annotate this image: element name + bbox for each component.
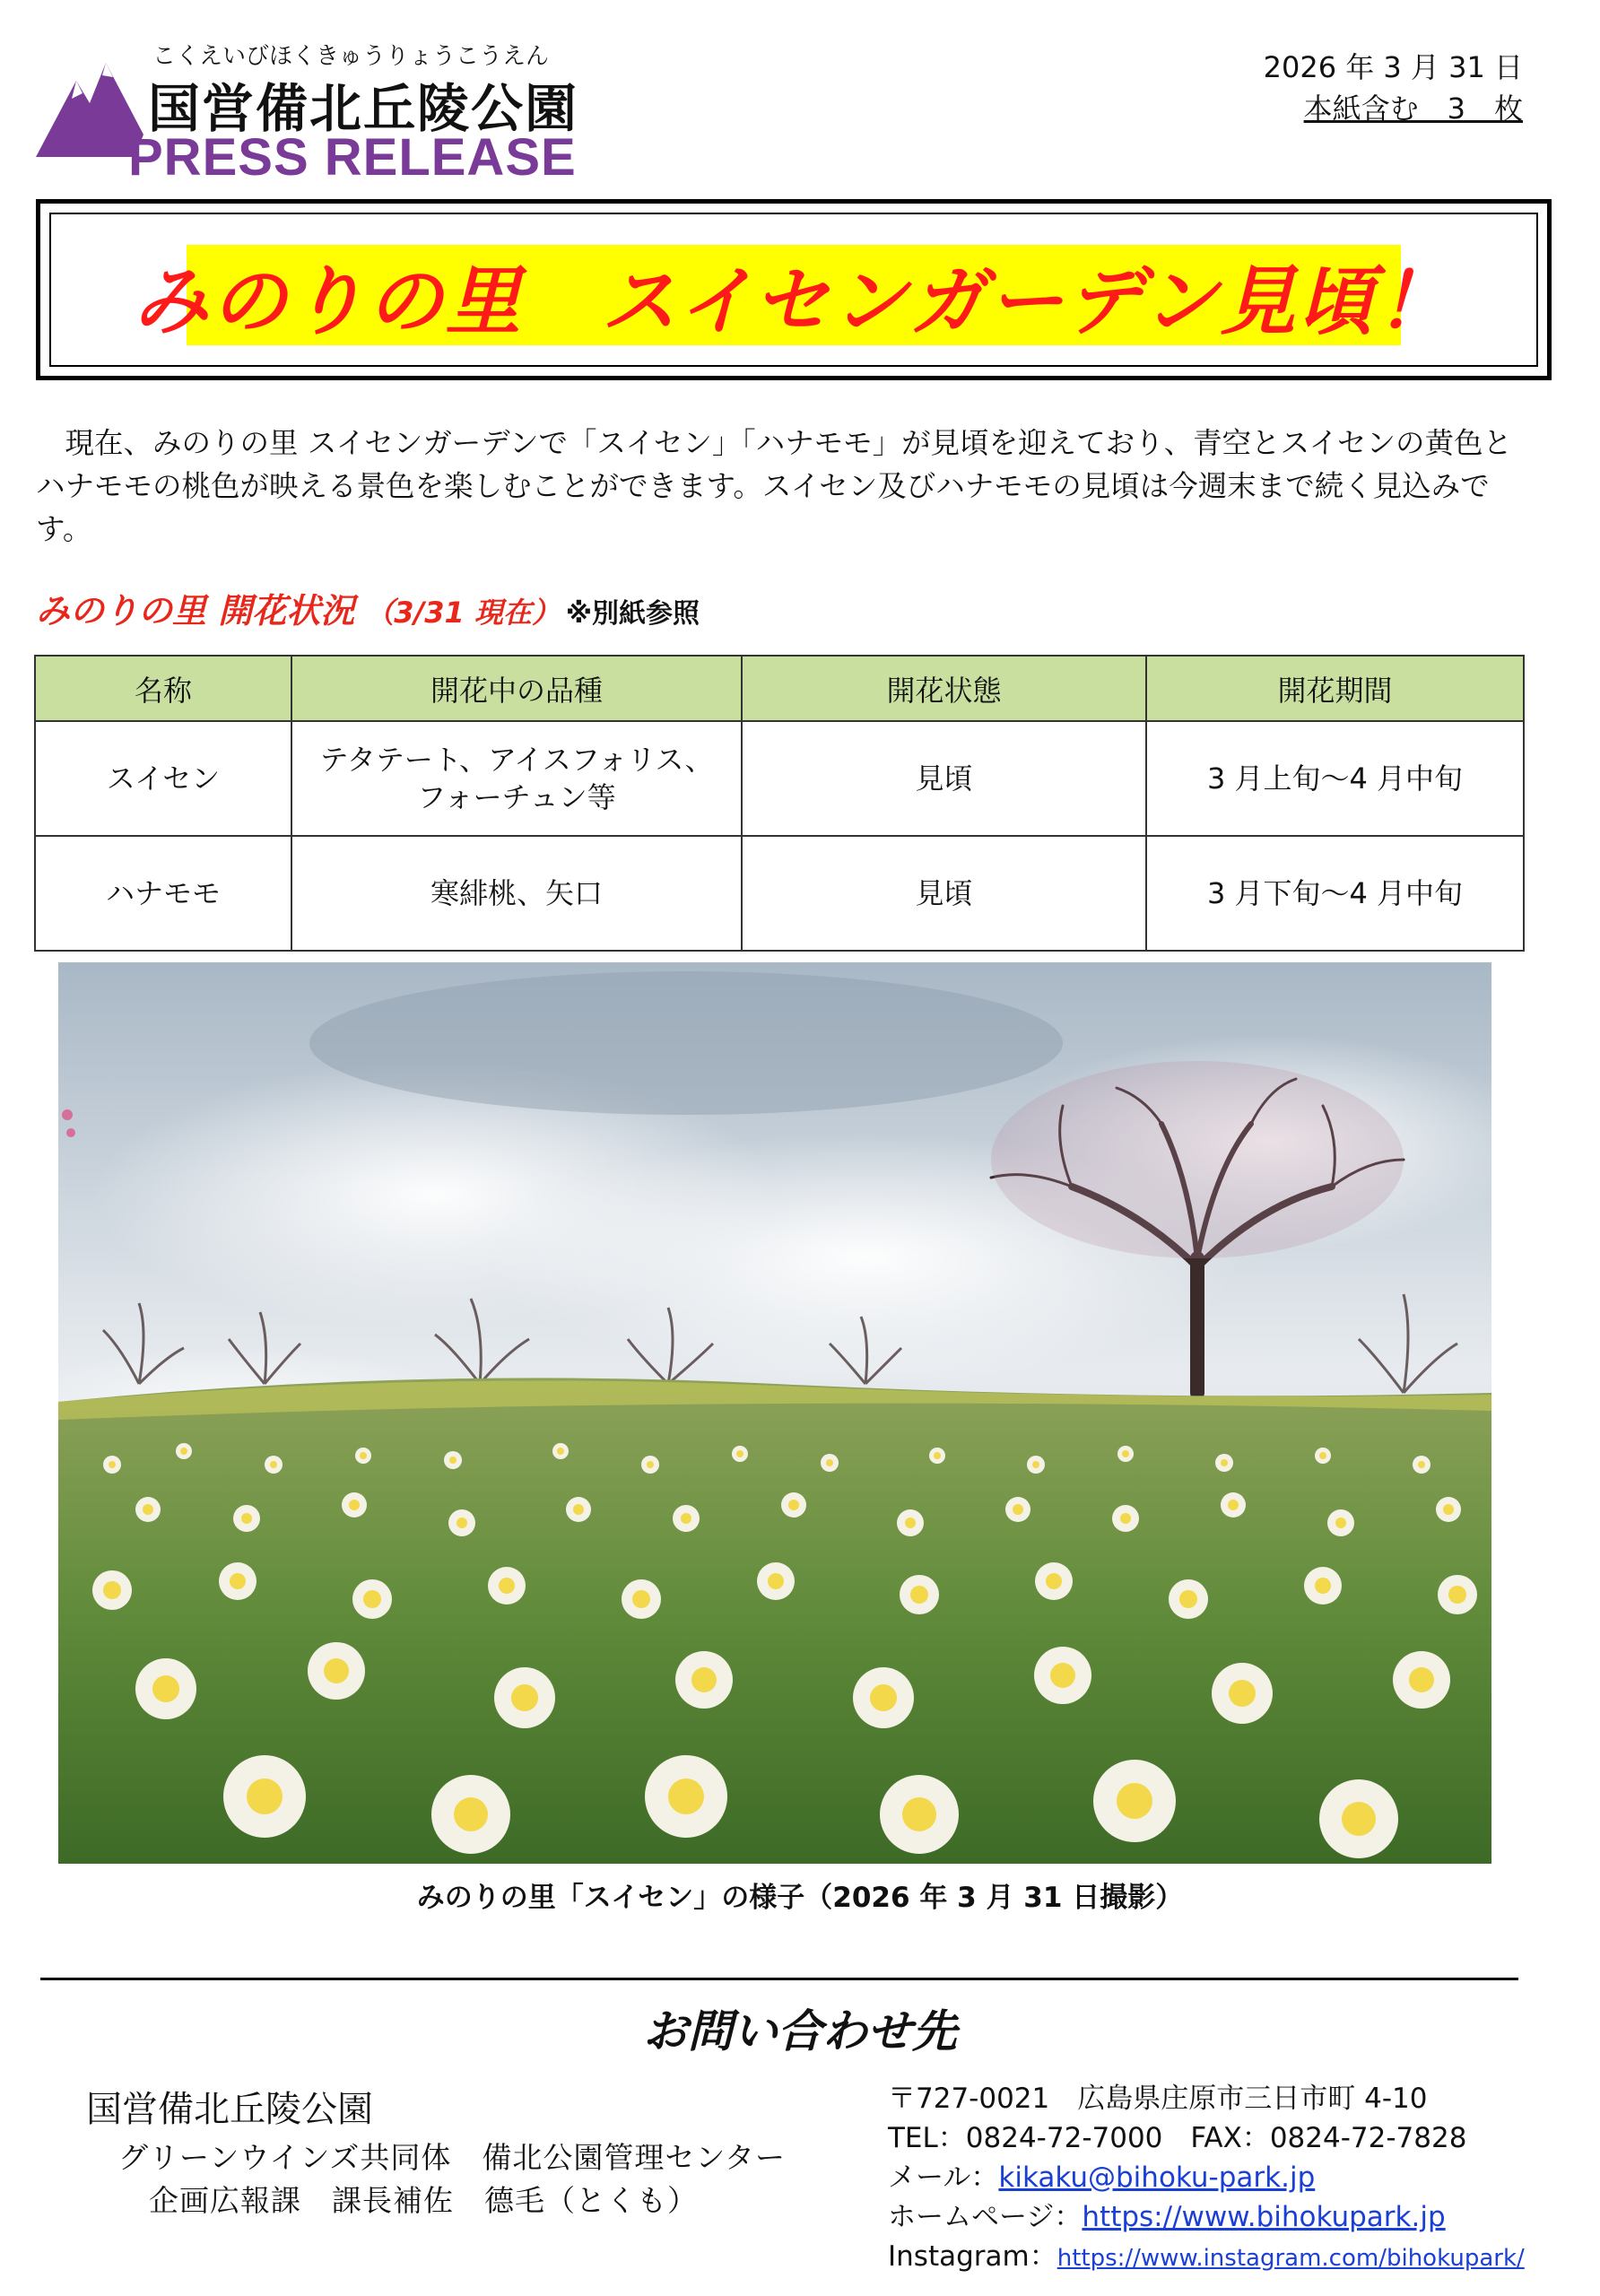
section-heading-note: ※別紙参照 — [565, 598, 700, 630]
section-heading-title: みのりの里 開花状況 — [36, 591, 355, 631]
cell-name: スイセン — [35, 721, 291, 836]
table-row — [35, 721, 1524, 836]
contact-divider — [40, 1978, 1518, 1980]
title-frame — [36, 199, 1552, 380]
photo-caption: みのりの里「スイセン」の様子（2026 年 3 月 31 日撮影） — [416, 1882, 1184, 1914]
daffodil-field-photo — [58, 962, 1491, 1864]
table-header-name: 名称 — [35, 656, 291, 721]
bloom-status-table — [34, 655, 1525, 952]
instagram-label: Instagram： — [888, 2240, 1057, 2273]
page-count: 本紙含む 3 枚 — [1303, 91, 1523, 126]
cell-period: 3 月下旬～4 月中旬 — [1146, 836, 1524, 951]
contact-heading: お問い合わせ先 — [643, 2005, 957, 2057]
contact-address: 〒727-0021 広島県庄原市三日市町 4-10 — [888, 2083, 1428, 2115]
cell-varieties-line1: 寒緋桃、矢口 — [430, 876, 603, 910]
mountain-logo-icon — [36, 63, 143, 161]
press-release-label: PRESS RELEASE — [128, 128, 577, 187]
table-header-varieties: 開花中の品種 — [291, 656, 742, 721]
contact-details — [888, 2079, 1525, 2278]
section-heading — [36, 583, 700, 632]
contact-tel-fax: TEL：0824-72-7000 FAX：0824-72-7828 — [888, 2122, 1467, 2154]
table-row — [35, 836, 1524, 951]
cell-period: 3 月上旬～4 月中旬 — [1146, 721, 1524, 836]
cell-varieties-line2: フォーチュン等 — [417, 780, 616, 814]
homepage-label: ホームページ： — [888, 2201, 1083, 2233]
park-logo — [36, 36, 579, 188]
homepage-link[interactable]: https://www.bihokupark.jp — [1082, 2201, 1446, 2233]
instagram-link[interactable]: https://www.instagram.com/bihokupark/ — [1057, 2245, 1525, 2272]
date-block — [1264, 47, 1523, 129]
table-header-period: 開花期間 — [1146, 656, 1524, 721]
park-name-furigana: こくえいびほくきゅうりょうこうえん — [152, 43, 550, 70]
cell-status: 見頃 — [742, 721, 1146, 836]
park-name: 国営備北丘陵公園 — [148, 78, 579, 139]
release-date: 2026 年 3 月 31 日 — [1263, 50, 1523, 84]
title-highlight — [133, 245, 1455, 345]
section-heading-date: （3/31 現在） — [365, 596, 561, 630]
contact-person: 企画広報課 課長補佐 德毛（とくも） — [149, 2183, 698, 2218]
contact-org-name: 国営備北丘陵公園 — [86, 2089, 373, 2130]
table-header-row — [35, 656, 1524, 721]
contact-instagram-row — [888, 2237, 1525, 2278]
mail-label: メール： — [888, 2161, 999, 2194]
cell-varieties-line1: テタテート、アイスフォリス、 — [319, 743, 714, 777]
mail-link[interactable]: kikaku@bihoku-park.jp — [998, 2161, 1316, 2194]
contact-org-department: グリーンウインズ共同体 備北公園管理センター — [118, 2140, 787, 2175]
page-title: みのりの里 スイセンガーデン見頃！ — [133, 257, 1455, 345]
contact-mail-row — [888, 2158, 1525, 2197]
daffodil-photo-illustration — [58, 962, 1491, 1864]
cell-status: 見頃 — [742, 836, 1146, 951]
cell-varieties — [291, 721, 742, 836]
contact-homepage-row — [888, 2197, 1525, 2237]
cell-name: ハナモモ — [35, 836, 291, 951]
table-header-status: 開花状態 — [742, 656, 1146, 721]
cell-varieties — [291, 836, 742, 951]
intro-paragraph: 現在、みのりの里 スイセンガーデンで「スイセン」「ハナモモ」が見頃を迎えており、青空とスイセンの黄色とハナモモの桃色が映える景色を楽しむことができます。スイセン及びハナモモの見頃は今週末まで続く見込みです。 — [36, 426, 1513, 546]
